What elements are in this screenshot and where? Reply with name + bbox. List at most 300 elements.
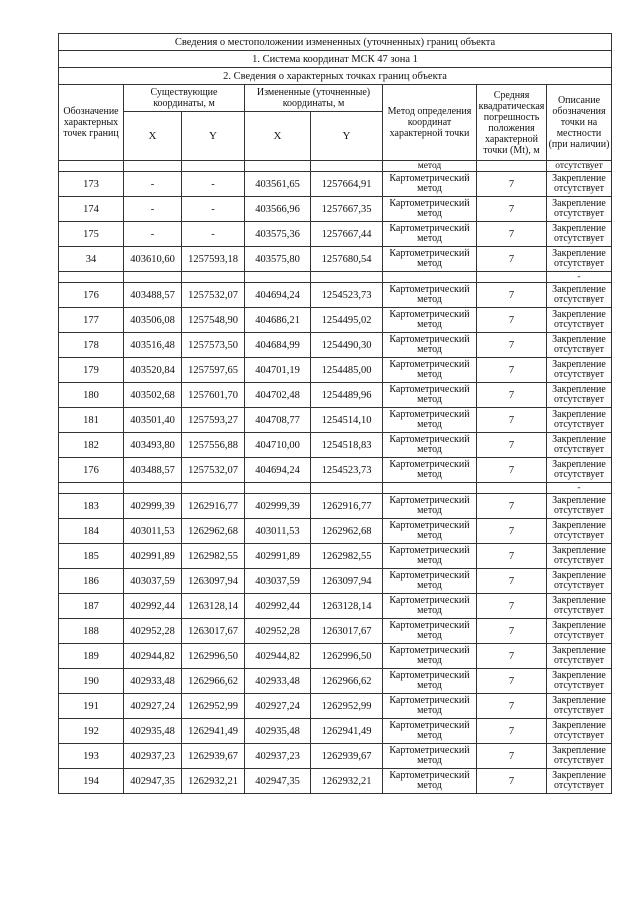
changed-x-cell: 402944,82 bbox=[245, 644, 311, 669]
accuracy-cell: 7 bbox=[477, 308, 547, 333]
existing-y-cell: - bbox=[182, 197, 245, 222]
separator-dash: - bbox=[547, 272, 612, 283]
description-line2: отсутствует bbox=[553, 394, 605, 405]
description-line2: отсутствует bbox=[553, 369, 605, 380]
description-line1: Закрепление bbox=[552, 519, 606, 531]
description-cell bbox=[547, 719, 612, 744]
point-id-cell: 182 bbox=[59, 433, 124, 458]
accuracy-cell: 7 bbox=[477, 358, 547, 383]
description-line1: Закрепление bbox=[552, 358, 606, 370]
description-line2: отсутствует bbox=[553, 294, 605, 305]
description-cell bbox=[547, 569, 612, 594]
description-line2: отсутствует bbox=[553, 233, 605, 244]
table-row bbox=[59, 669, 612, 694]
existing-y-cell: 1262982,55 bbox=[182, 544, 245, 569]
table-row bbox=[59, 383, 612, 408]
table-row bbox=[59, 247, 612, 272]
method-line2: метод bbox=[417, 655, 442, 666]
description-line2: отсутствует bbox=[553, 780, 605, 791]
existing-y-cell: 1263017,67 bbox=[182, 619, 245, 644]
existing-y-cell: 1262932,21 bbox=[182, 769, 245, 794]
method-cell bbox=[383, 283, 477, 308]
description-cell bbox=[547, 283, 612, 308]
existing-x-cell: 403610,60 bbox=[124, 247, 182, 272]
description-line1: Закрепление bbox=[552, 308, 606, 320]
description-cell bbox=[547, 669, 612, 694]
method-line1: Картометрический bbox=[389, 769, 470, 781]
existing-x-cell: 402937,23 bbox=[124, 744, 182, 769]
changed-y-cell: 1257667,44 bbox=[311, 222, 383, 247]
existing-y-cell: 1257532,07 bbox=[182, 458, 245, 483]
changed-x-cell: 403011,53 bbox=[245, 519, 311, 544]
changed-x-cell: 404686,21 bbox=[245, 308, 311, 333]
description-cell bbox=[547, 358, 612, 383]
method-line2: метод bbox=[417, 319, 442, 330]
existing-x-cell: 403493,80 bbox=[124, 433, 182, 458]
accuracy-cell: 7 bbox=[477, 283, 547, 308]
table-title: Сведения о местоположении измененных (уточненных) границ объекта bbox=[59, 34, 612, 51]
existing-x-cell: 402933,48 bbox=[124, 669, 182, 694]
changed-y-cell: 1262916,77 bbox=[311, 494, 383, 519]
description-line2: отсутствует bbox=[553, 530, 605, 541]
description-line2: отсутствует bbox=[553, 319, 605, 330]
table-row bbox=[59, 769, 612, 794]
description-line2: отсутствует bbox=[553, 183, 605, 194]
description-cell bbox=[547, 494, 612, 519]
method-line2: метод bbox=[417, 505, 442, 516]
method-cell bbox=[383, 744, 477, 769]
method-line2: метод bbox=[417, 258, 442, 269]
method-cell bbox=[383, 719, 477, 744]
accuracy-cell: 7 bbox=[477, 408, 547, 433]
existing-x-cell: 403516,48 bbox=[124, 333, 182, 358]
changed-x-cell: 402933,48 bbox=[245, 669, 311, 694]
method-line1: Картометрический bbox=[389, 644, 470, 656]
existing-y-cell: 1263097,94 bbox=[182, 569, 245, 594]
method-cell bbox=[383, 569, 477, 594]
description-cell bbox=[547, 197, 612, 222]
point-id-cell: 173 bbox=[59, 172, 124, 197]
method-line2: метод bbox=[417, 233, 442, 244]
method-line1: Картометрический bbox=[389, 247, 470, 259]
description-line2: отсутствует bbox=[553, 580, 605, 591]
point-id-cell: 190 bbox=[59, 669, 124, 694]
table-row bbox=[59, 569, 612, 594]
method-cell bbox=[383, 694, 477, 719]
separator-dash: - bbox=[547, 483, 612, 494]
method-line1: Картометрический bbox=[389, 544, 470, 556]
method-line1: Картометрический bbox=[389, 744, 470, 756]
existing-x-cell: 403501,40 bbox=[124, 408, 182, 433]
changed-x-cell: 404702,48 bbox=[245, 383, 311, 408]
method-line1: Картометрический bbox=[389, 619, 470, 631]
method-cell bbox=[383, 308, 477, 333]
existing-y-cell: 1257597,65 bbox=[182, 358, 245, 383]
existing-x-cell: 403502,68 bbox=[124, 383, 182, 408]
description-line1: Закрепление bbox=[552, 669, 606, 681]
changed-y-cell: 1263128,14 bbox=[311, 594, 383, 619]
description-cell bbox=[547, 383, 612, 408]
point-id-cell: 177 bbox=[59, 308, 124, 333]
table-row bbox=[59, 333, 612, 358]
description-line2: отсутствует bbox=[553, 419, 605, 430]
method-cell bbox=[383, 333, 477, 358]
point-id-cell: 189 bbox=[59, 644, 124, 669]
description-line1: Закрепление bbox=[552, 383, 606, 395]
method-line1: Картометрический bbox=[389, 383, 470, 395]
method-line1: Картометрический bbox=[389, 719, 470, 731]
method-line1: Картометрический bbox=[389, 283, 470, 295]
description-line2: отсутствует bbox=[553, 655, 605, 666]
table-row bbox=[59, 544, 612, 569]
method-cell bbox=[383, 669, 477, 694]
changed-x-cell: 404710,00 bbox=[245, 433, 311, 458]
header-existing-coords: Существующие координаты, м bbox=[124, 85, 245, 112]
accuracy-cell: 7 bbox=[477, 519, 547, 544]
changed-x-cell: 403566,96 bbox=[245, 197, 311, 222]
existing-y-cell: - bbox=[182, 172, 245, 197]
point-id-cell: 175 bbox=[59, 222, 124, 247]
changed-x-cell: 402927,24 bbox=[245, 694, 311, 719]
header-changed-x: X bbox=[245, 112, 311, 161]
description-line1: Закрепление bbox=[552, 619, 606, 631]
existing-x-cell: 402927,24 bbox=[124, 694, 182, 719]
existing-y-cell: 1257532,07 bbox=[182, 283, 245, 308]
existing-y-cell: 1262939,67 bbox=[182, 744, 245, 769]
description-line1: Закрепление bbox=[552, 569, 606, 581]
point-id-cell: 180 bbox=[59, 383, 124, 408]
point-id-cell: 34 bbox=[59, 247, 124, 272]
changed-y-cell: 1262932,21 bbox=[311, 769, 383, 794]
table-row bbox=[59, 458, 612, 483]
accuracy-cell: 7 bbox=[477, 197, 547, 222]
description-cell bbox=[547, 408, 612, 433]
existing-x-cell: 402952,28 bbox=[124, 619, 182, 644]
description-cell bbox=[547, 644, 612, 669]
table-row bbox=[59, 172, 612, 197]
header-method: Метод определения координат характерной точки bbox=[383, 85, 477, 161]
table-row bbox=[59, 694, 612, 719]
method-line2: метод bbox=[417, 605, 442, 616]
method-line1: Картометрический bbox=[389, 569, 470, 581]
accuracy-cell: 7 bbox=[477, 333, 547, 358]
existing-y-cell: 1262916,77 bbox=[182, 494, 245, 519]
method-cell bbox=[383, 769, 477, 794]
separator-row bbox=[59, 272, 612, 283]
method-line1: Картометрический bbox=[389, 458, 470, 470]
existing-y-cell: 1262941,49 bbox=[182, 719, 245, 744]
description-line2: отсутствует bbox=[553, 444, 605, 455]
changed-y-cell: 1262941,49 bbox=[311, 719, 383, 744]
method-line2: метод bbox=[417, 419, 442, 430]
method-line2: метод bbox=[417, 394, 442, 405]
description-line1: Закрепление bbox=[552, 694, 606, 706]
point-id-cell: 186 bbox=[59, 569, 124, 594]
changed-x-cell: 403575,80 bbox=[245, 247, 311, 272]
changed-y-cell: 1254485,00 bbox=[311, 358, 383, 383]
method-cell bbox=[383, 383, 477, 408]
method-line2: метод bbox=[417, 344, 442, 355]
points-section-caption: 2. Сведения о характерных точках границ объекта bbox=[59, 68, 612, 85]
table-row bbox=[59, 619, 612, 644]
accuracy-cell: 7 bbox=[477, 544, 547, 569]
accuracy-cell: 7 bbox=[477, 644, 547, 669]
existing-x-cell: - bbox=[124, 197, 182, 222]
point-id-cell: 178 bbox=[59, 333, 124, 358]
accuracy-cell: 7 bbox=[477, 769, 547, 794]
existing-y-cell: 1262966,62 bbox=[182, 669, 245, 694]
coordinate-system-caption: 1. Система координат МСК 47 зона 1 bbox=[59, 51, 612, 68]
existing-y-cell: 1257601,70 bbox=[182, 383, 245, 408]
description-line1: Закрепление bbox=[552, 744, 606, 756]
existing-y-cell: 1263128,14 bbox=[182, 594, 245, 619]
accuracy-cell: 7 bbox=[477, 719, 547, 744]
method-line2: метод bbox=[417, 444, 442, 455]
method-line1: Картометрический bbox=[389, 172, 470, 184]
method-line2: метод bbox=[417, 208, 442, 219]
description-line1: Закрепление bbox=[552, 644, 606, 656]
changed-x-cell: 404684,99 bbox=[245, 333, 311, 358]
existing-y-cell: 1262996,50 bbox=[182, 644, 245, 669]
description-cell bbox=[547, 519, 612, 544]
description-line1: Закрепление bbox=[552, 433, 606, 445]
changed-y-cell: 1262962,68 bbox=[311, 519, 383, 544]
description-line1: Закрепление bbox=[552, 172, 606, 184]
table-row bbox=[59, 308, 612, 333]
description-cell bbox=[547, 594, 612, 619]
header-existing-x: X bbox=[124, 112, 182, 161]
table-row bbox=[59, 408, 612, 433]
changed-y-cell: 1254495,02 bbox=[311, 308, 383, 333]
method-line1: Картометрический bbox=[389, 669, 470, 681]
carryover-description: отсутствует bbox=[547, 161, 612, 172]
description-line2: отсутствует bbox=[553, 344, 605, 355]
accuracy-cell: 7 bbox=[477, 247, 547, 272]
accuracy-cell: 7 bbox=[477, 383, 547, 408]
changed-y-cell: 1257680,54 bbox=[311, 247, 383, 272]
changed-x-cell: 402947,35 bbox=[245, 769, 311, 794]
method-cell bbox=[383, 494, 477, 519]
method-line2: метод bbox=[417, 630, 442, 641]
existing-y-cell: 1257593,27 bbox=[182, 408, 245, 433]
method-line2: метод bbox=[417, 294, 442, 305]
existing-x-cell: 402947,35 bbox=[124, 769, 182, 794]
changed-x-cell: 403037,59 bbox=[245, 569, 311, 594]
description-line2: отсутствует bbox=[553, 605, 605, 616]
method-cell bbox=[383, 222, 477, 247]
changed-y-cell: 1254523,73 bbox=[311, 283, 383, 308]
changed-y-cell: 1254523,73 bbox=[311, 458, 383, 483]
changed-x-cell: 402992,44 bbox=[245, 594, 311, 619]
accuracy-cell: 7 bbox=[477, 694, 547, 719]
description-cell bbox=[547, 744, 612, 769]
existing-y-cell: 1262952,99 bbox=[182, 694, 245, 719]
changed-y-cell: 1257664,91 bbox=[311, 172, 383, 197]
method-cell bbox=[383, 408, 477, 433]
method-cell bbox=[383, 544, 477, 569]
table-row bbox=[59, 519, 612, 544]
separator-row bbox=[59, 483, 612, 494]
accuracy-cell: 7 bbox=[477, 433, 547, 458]
changed-x-cell: 404701,19 bbox=[245, 358, 311, 383]
method-line1: Картометрический bbox=[389, 594, 470, 606]
method-line2: метод bbox=[417, 780, 442, 791]
table-row bbox=[59, 222, 612, 247]
existing-x-cell: 402944,82 bbox=[124, 644, 182, 669]
point-id-cell: 191 bbox=[59, 694, 124, 719]
existing-x-cell: 402999,39 bbox=[124, 494, 182, 519]
coordinates-table bbox=[58, 33, 612, 794]
description-line1: Закрепление bbox=[552, 197, 606, 209]
accuracy-cell: 7 bbox=[477, 494, 547, 519]
existing-x-cell: 403011,53 bbox=[124, 519, 182, 544]
method-line2: метод bbox=[417, 730, 442, 741]
accuracy-cell: 7 bbox=[477, 619, 547, 644]
changed-x-cell: 402935,48 bbox=[245, 719, 311, 744]
point-id-cell: 192 bbox=[59, 719, 124, 744]
description-line2: отсутствует bbox=[553, 208, 605, 219]
method-line1: Картометрический bbox=[389, 408, 470, 420]
changed-y-cell: 1254514,10 bbox=[311, 408, 383, 433]
changed-x-cell: 402999,39 bbox=[245, 494, 311, 519]
point-id-cell: 187 bbox=[59, 594, 124, 619]
changed-x-cell: 402952,28 bbox=[245, 619, 311, 644]
description-cell bbox=[547, 544, 612, 569]
point-id-cell: 183 bbox=[59, 494, 124, 519]
changed-x-cell: 404694,24 bbox=[245, 458, 311, 483]
method-cell bbox=[383, 644, 477, 669]
carryover-row bbox=[59, 161, 612, 172]
header-accuracy: Средняя квадратическая погрешность положения характерной точки (Mt), м bbox=[477, 85, 547, 161]
existing-x-cell: - bbox=[124, 222, 182, 247]
point-id-cell: 179 bbox=[59, 358, 124, 383]
description-line2: отсутствует bbox=[553, 630, 605, 641]
table-row bbox=[59, 644, 612, 669]
accuracy-cell: 7 bbox=[477, 172, 547, 197]
header-changed-y: Y bbox=[311, 112, 383, 161]
description-line1: Закрепление bbox=[552, 247, 606, 259]
existing-y-cell: 1257548,90 bbox=[182, 308, 245, 333]
carryover-method: метод bbox=[383, 161, 477, 172]
method-line1: Картометрический bbox=[389, 519, 470, 531]
accuracy-cell: 7 bbox=[477, 458, 547, 483]
changed-y-cell: 1263097,94 bbox=[311, 569, 383, 594]
method-cell bbox=[383, 172, 477, 197]
description-line2: отсутствует bbox=[553, 555, 605, 566]
table-row bbox=[59, 719, 612, 744]
changed-y-cell: 1254489,96 bbox=[311, 383, 383, 408]
method-cell bbox=[383, 358, 477, 383]
changed-y-cell: 1254490,30 bbox=[311, 333, 383, 358]
table-row bbox=[59, 358, 612, 383]
method-line1: Картометрический bbox=[389, 694, 470, 706]
method-cell bbox=[383, 594, 477, 619]
point-id-cell: 176 bbox=[59, 283, 124, 308]
point-id-cell: 181 bbox=[59, 408, 124, 433]
existing-x-cell: 403037,59 bbox=[124, 569, 182, 594]
method-line1: Картометрический bbox=[389, 333, 470, 345]
existing-x-cell: 402991,89 bbox=[124, 544, 182, 569]
method-cell bbox=[383, 197, 477, 222]
description-line2: отсутствует bbox=[553, 505, 605, 516]
changed-x-cell: 402991,89 bbox=[245, 544, 311, 569]
point-id-cell: 194 bbox=[59, 769, 124, 794]
accuracy-cell: 7 bbox=[477, 222, 547, 247]
method-line2: метод bbox=[417, 469, 442, 480]
method-line2: метод bbox=[417, 369, 442, 380]
description-line1: Закрепление bbox=[552, 333, 606, 345]
table-row bbox=[59, 744, 612, 769]
changed-y-cell: 1262952,99 bbox=[311, 694, 383, 719]
description-cell bbox=[547, 172, 612, 197]
point-id-cell: 174 bbox=[59, 197, 124, 222]
description-line1: Закрепление bbox=[552, 494, 606, 506]
description-line1: Закрепление bbox=[552, 408, 606, 420]
table-row bbox=[59, 594, 612, 619]
point-id-cell: 185 bbox=[59, 544, 124, 569]
changed-x-cell: 404694,24 bbox=[245, 283, 311, 308]
table-row bbox=[59, 433, 612, 458]
existing-x-cell: 403520,84 bbox=[124, 358, 182, 383]
existing-x-cell: 403506,08 bbox=[124, 308, 182, 333]
method-line1: Картометрический bbox=[389, 222, 470, 234]
existing-y-cell: 1262962,68 bbox=[182, 519, 245, 544]
description-line1: Закрепление bbox=[552, 458, 606, 470]
changed-y-cell: 1257667,35 bbox=[311, 197, 383, 222]
method-line2: метод bbox=[417, 183, 442, 194]
method-line2: метод bbox=[417, 680, 442, 691]
point-id-cell: 188 bbox=[59, 619, 124, 644]
existing-x-cell: 403488,57 bbox=[124, 458, 182, 483]
table-row bbox=[59, 283, 612, 308]
point-id-cell: 193 bbox=[59, 744, 124, 769]
method-cell bbox=[383, 519, 477, 544]
changed-y-cell: 1262939,67 bbox=[311, 744, 383, 769]
method-line1: Картометрический bbox=[389, 197, 470, 209]
accuracy-cell: 7 bbox=[477, 669, 547, 694]
method-cell bbox=[383, 619, 477, 644]
description-line1: Закрепление bbox=[552, 769, 606, 781]
description-line2: отсутствует bbox=[553, 469, 605, 480]
method-line2: метод bbox=[417, 555, 442, 566]
existing-x-cell: 402935,48 bbox=[124, 719, 182, 744]
point-id-cell: 184 bbox=[59, 519, 124, 544]
header-changed-coords: Измененные (уточненные) координаты, м bbox=[245, 85, 383, 112]
description-line2: отсутствует bbox=[553, 258, 605, 269]
description-line2: отсутствует bbox=[553, 680, 605, 691]
method-line1: Картометрический bbox=[389, 494, 470, 506]
description-line1: Закрепление bbox=[552, 594, 606, 606]
accuracy-cell: 7 bbox=[477, 744, 547, 769]
header-existing-y: Y bbox=[182, 112, 245, 161]
changed-y-cell: 1262966,62 bbox=[311, 669, 383, 694]
changed-x-cell: 403561,65 bbox=[245, 172, 311, 197]
existing-y-cell: 1257593,18 bbox=[182, 247, 245, 272]
description-line1: Закрепление bbox=[552, 283, 606, 295]
method-line1: Картометрический bbox=[389, 433, 470, 445]
existing-y-cell: - bbox=[182, 222, 245, 247]
description-cell bbox=[547, 222, 612, 247]
existing-x-cell: 402992,44 bbox=[124, 594, 182, 619]
description-line2: отсутствует bbox=[553, 730, 605, 741]
description-cell bbox=[547, 333, 612, 358]
accuracy-cell: 7 bbox=[477, 569, 547, 594]
changed-y-cell: 1262982,55 bbox=[311, 544, 383, 569]
method-line2: метод bbox=[417, 755, 442, 766]
description-line1: Закрепление bbox=[552, 222, 606, 234]
description-cell bbox=[547, 308, 612, 333]
description-cell bbox=[547, 247, 612, 272]
